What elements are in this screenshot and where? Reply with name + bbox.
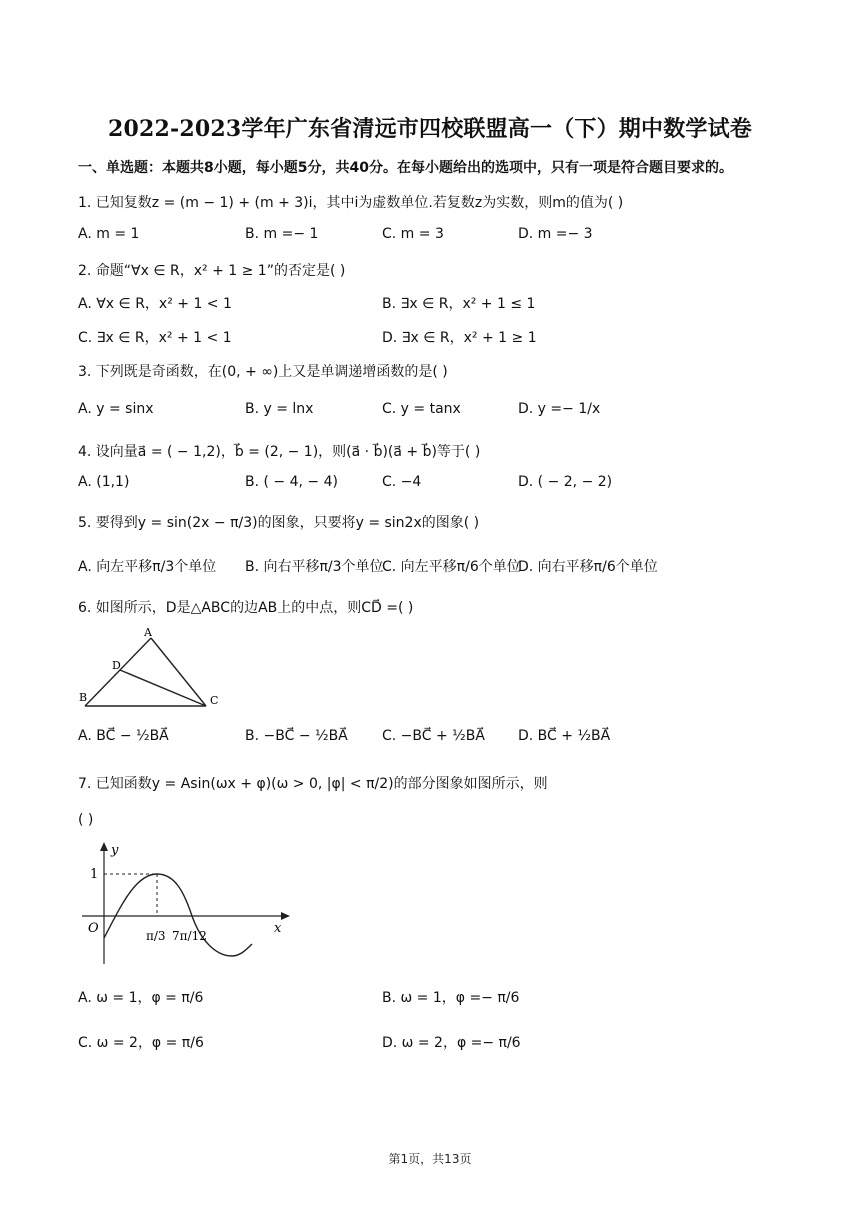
q5-option-d: D. 向右平移π/6个单位 bbox=[518, 559, 658, 575]
vertex-c-label: C bbox=[210, 694, 219, 707]
q3-option-a: A. y = sinx bbox=[78, 401, 154, 417]
q7-option-c: C. ω = 2，φ = π/6 bbox=[78, 1035, 204, 1051]
q7-option-a: A. ω = 1，φ = π/6 bbox=[78, 990, 204, 1006]
q7-option-b: B. ω = 1，φ =− π/6 bbox=[382, 990, 520, 1006]
question-7-paren: ( ) bbox=[78, 812, 94, 828]
x-tick-7pi-12: 7π/12 bbox=[172, 929, 207, 943]
q5-option-c: C. 向左平移π/6个单位 bbox=[382, 559, 521, 575]
q2-option-a: A. ∀x ∈ R，x² + 1 < 1 bbox=[78, 296, 232, 312]
question-5-stem: 5. 要得到y = sin(2x − π/3)的图象，只要将y = sin2x的图象( ) bbox=[78, 515, 480, 531]
vertex-b-label: B bbox=[79, 691, 88, 704]
q6-option-c: C. −BC⃗ + ½BA⃗ bbox=[382, 728, 485, 744]
page-title: 2022-2023学年广东省清远市四校联盟高一（下）期中数学试卷 bbox=[108, 116, 752, 142]
origin-label: O bbox=[88, 921, 99, 936]
q6-option-b: B. −BC⃗ − ½BA⃗ bbox=[245, 728, 348, 744]
vertex-a-label: A bbox=[144, 626, 152, 639]
q3-option-b: B. y = lnx bbox=[245, 401, 314, 417]
point-d-label: D bbox=[112, 659, 121, 672]
q2-option-c: C. ∃x ∈ R，x² + 1 < 1 bbox=[78, 330, 232, 346]
question-3-stem: 3. 下列既是奇函数，在(0, + ∞)上又是单调递增函数的是( ) bbox=[78, 364, 448, 380]
x-axis-label: x bbox=[274, 921, 282, 936]
q4-option-a: A. (1,1) bbox=[78, 474, 130, 490]
q2-option-d: D. ∃x ∈ R，x² + 1 ≥ 1 bbox=[382, 330, 537, 346]
q3-option-d: D. y =− 1/x bbox=[518, 401, 601, 417]
q4-option-d: D. ( − 2, − 2) bbox=[518, 474, 613, 490]
question-1-stem: 1. 已知复数z = (m − 1) + (m + 3)i，其中i为虚数单位.若复数z为实数，则m的值为( ) bbox=[78, 195, 624, 211]
q2-option-b: B. ∃x ∈ R，x² + 1 ≤ 1 bbox=[382, 296, 536, 312]
q6-option-a: A. BC⃗ − ½BA⃗ bbox=[78, 728, 169, 744]
x-tick-pi-3: π/3 bbox=[146, 929, 166, 943]
sine-graph-figure bbox=[80, 840, 295, 970]
q1-option-a: A. m = 1 bbox=[78, 226, 140, 242]
question-2-stem: 2. 命题“∀x ∈ R，x² + 1 ≥ 1”的否定是( ) bbox=[78, 263, 346, 279]
q6-option-d: D. BC⃗ + ½BA⃗ bbox=[518, 728, 611, 744]
q1-option-b: B. m =− 1 bbox=[245, 226, 319, 242]
q5-option-a: A. 向左平移π/3个单位 bbox=[78, 559, 217, 575]
q3-option-c: C. y = tanx bbox=[382, 401, 461, 417]
q4-option-c: C. −4 bbox=[382, 474, 422, 490]
page-footer: 第1页，共13页 bbox=[388, 1152, 472, 1166]
q7-option-d: D. ω = 2，φ =− π/6 bbox=[382, 1035, 521, 1051]
triangle-figure bbox=[76, 624, 226, 714]
question-7-stem: 7. 已知函数y = Asin(ωx + φ)(ω > 0, |φ| < π/2)的部分图象如图所示，则 bbox=[78, 776, 548, 792]
question-6-stem: 6. 如图所示，D是△ABC的边AB上的中点，则CD⃗ =( ) bbox=[78, 600, 414, 616]
q4-option-b: B. ( − 4, − 4) bbox=[245, 474, 338, 490]
y-axis-label: y bbox=[111, 843, 119, 858]
q1-option-d: D. m =− 3 bbox=[518, 226, 593, 242]
y-tick-1: 1 bbox=[90, 867, 99, 882]
section-heading: 一、单选题：本题共8小题，每小题5分，共40分。在每小题给出的选项中，只有一项是符合题目要求的。 bbox=[78, 160, 733, 176]
q1-option-c: C. m = 3 bbox=[382, 226, 444, 242]
question-4-stem: 4. 设向量a⃗ = ( − 1,2)，b⃗ = (2, − 1)，则(a⃗ · b⃗)(a⃗ + b⃗)等于( ) bbox=[78, 444, 481, 460]
q5-option-b: B. 向右平移π/3个单位 bbox=[245, 559, 384, 575]
